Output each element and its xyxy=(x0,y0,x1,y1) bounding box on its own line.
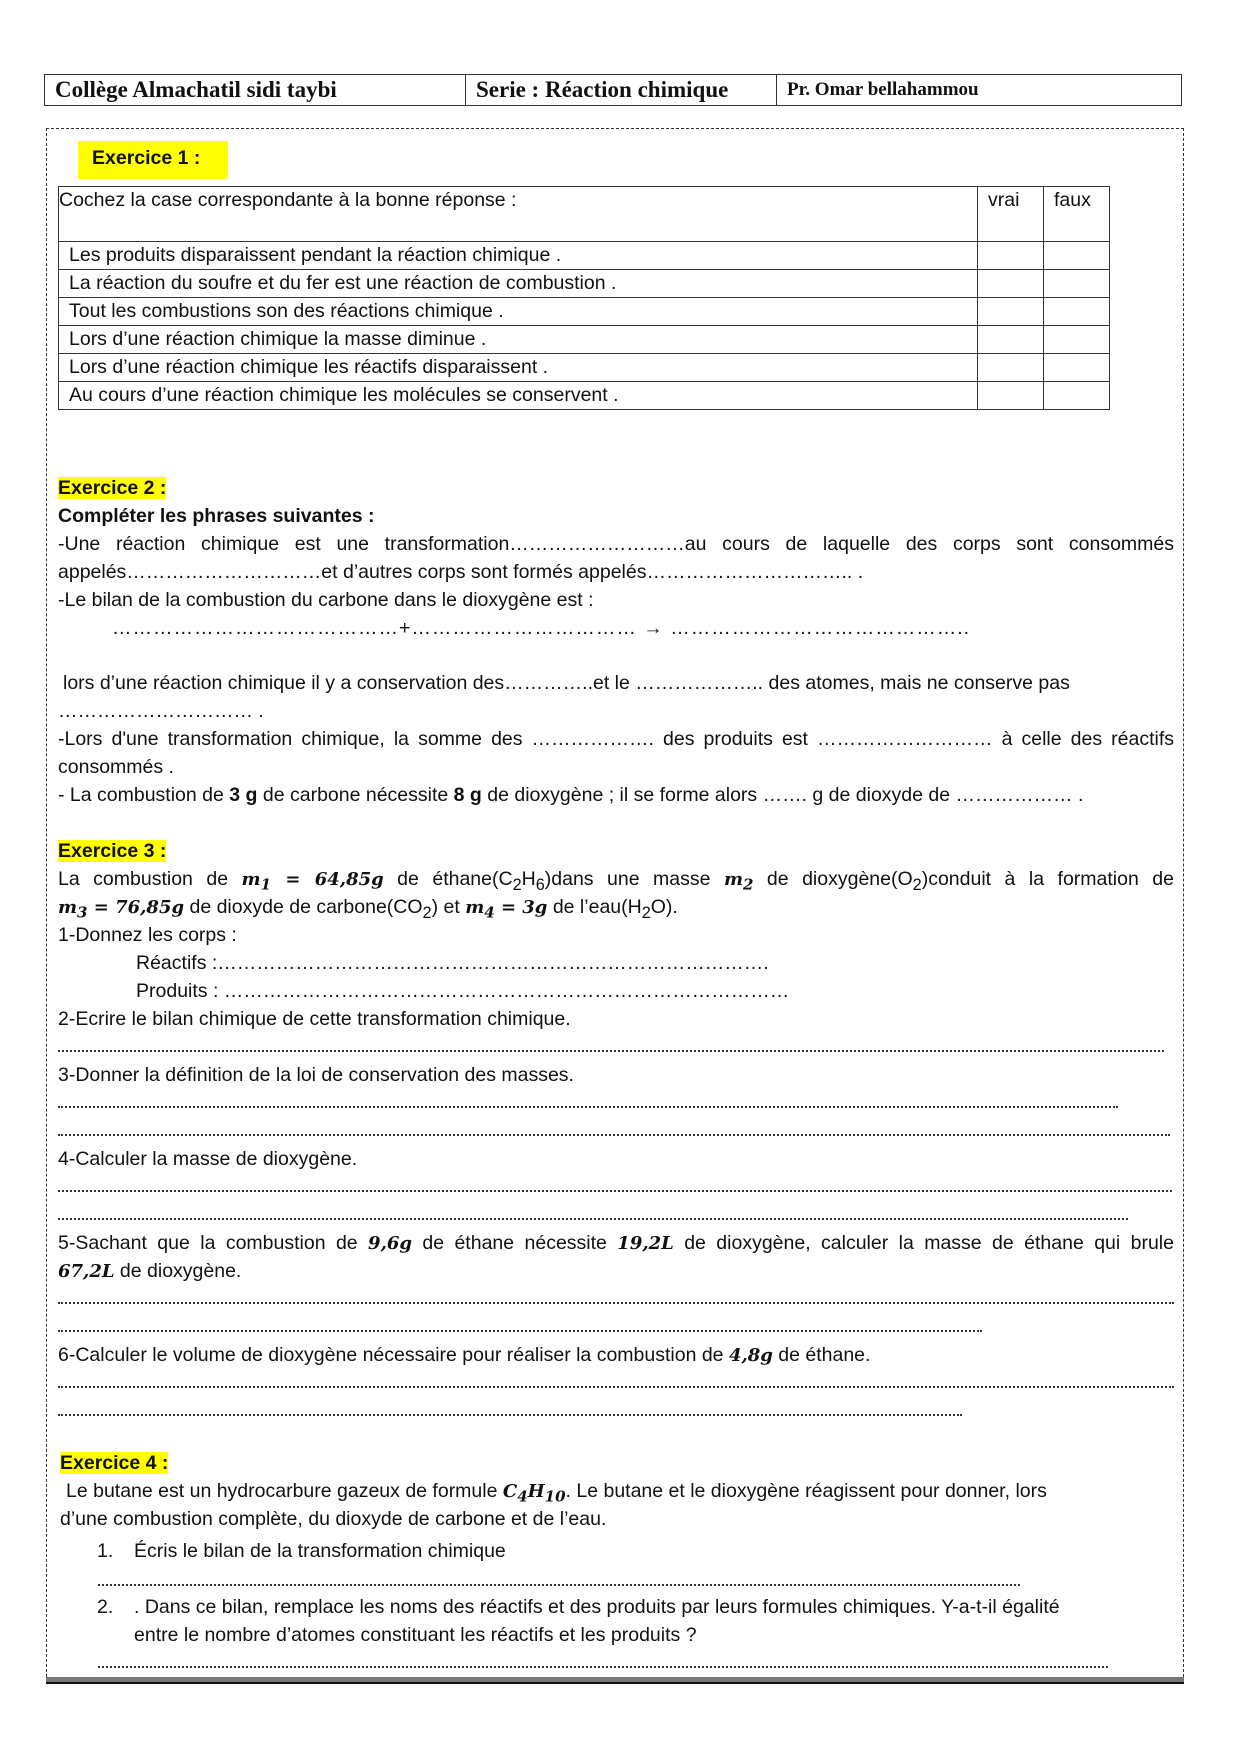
ex4-question-2-cont: entre le nombre d’atomes constituant les réactifs et les produits ? xyxy=(134,1624,697,1646)
question-2: 2-Ecrire le bilan chimique de cette transformation chimique. xyxy=(58,1008,571,1030)
instruction: Cochez la case correspondante à la bonne réponse : xyxy=(59,187,978,242)
table-row xyxy=(59,298,1110,326)
false-checkbox[interactable] xyxy=(1044,298,1110,326)
statement: Lors d’une réaction chimique la masse diminue . xyxy=(59,326,978,354)
text: de éthane(C xyxy=(383,868,513,890)
ex4-intro: d’une combustion complète, du dioxyde de carbone et de l’eau. xyxy=(60,1508,607,1530)
reactifs-blank[interactable]: Réactifs :…………………………………………………………………………. xyxy=(136,952,769,974)
question-5-cont: 67,2L de dioxygène. xyxy=(58,1260,242,1282)
answer-line[interactable] xyxy=(58,1050,1164,1052)
false-checkbox[interactable] xyxy=(1044,326,1110,354)
question-5: 5-Sachant que la combustion de 9,6g de éthane nécessite 19,2L de dioxygène, calculer la masse de éthane qui brule xyxy=(58,1232,1174,1254)
exercise-3-title-line xyxy=(58,837,1174,865)
exercise-2-title-line xyxy=(58,474,1174,502)
exercise-4-title: Exercice 4 : xyxy=(60,1452,169,1474)
ex2-line: lors d’une réaction chimique il y a conservation des…………..et le ……………….. des atomes, mais ne conserve pas xyxy=(63,672,1070,694)
value: 8 g xyxy=(453,784,482,806)
answer-line[interactable] xyxy=(58,1302,1174,1304)
answer-line[interactable] xyxy=(58,1190,1172,1192)
statement: Tout les combustions son des réactions chimique . xyxy=(59,298,978,326)
false-checkbox[interactable] xyxy=(1044,270,1110,298)
true-checkbox[interactable] xyxy=(978,354,1044,382)
ex2-line: -Lors d'une transformation chimique, la somme des ………………. des produits est ……………………… à celle des réactifs xyxy=(58,728,1174,750)
value: 3 g xyxy=(229,784,258,806)
bottom-rule xyxy=(46,1677,1184,1684)
col-false: faux xyxy=(1044,187,1110,242)
text: de dioxygène ; il se forme alors ……. g de dioxyde de ……………… . xyxy=(481,784,1084,806)
ex3-intro: La combustion de $m_1 = 64,85g$ de $éthane(C_2H_6)dans$ une masse $m_2$ de $dioxygène(O_2)conduit$ à la formation de xyxy=(58,868,1174,894)
formula: $m_1 = 64,85g$ xyxy=(241,869,384,894)
true-checkbox[interactable] xyxy=(978,326,1044,354)
answer-line[interactable] xyxy=(58,1386,1174,1388)
table-row xyxy=(59,270,1110,298)
true-checkbox[interactable] xyxy=(978,382,1044,410)
ex2-line: ………………………… . xyxy=(58,700,264,722)
table-row xyxy=(59,354,1110,382)
question-3: 3-Donner la définition de la loi de conservation des masses. xyxy=(58,1064,574,1086)
ex4-question-1: Écris le bilan de la transformation chimique xyxy=(134,1540,506,1562)
school-name: Collège Almachatil sidi taybi xyxy=(45,75,466,105)
ex2-line: appelés…………………………et d’autres corps sont formés appelés………………………….. . xyxy=(58,561,864,583)
table-row xyxy=(59,326,1110,354)
false-checkbox[interactable] xyxy=(1044,242,1110,270)
text: La combustion de xyxy=(58,868,242,890)
question-4: 4-Calculer la masse de dioxygène. xyxy=(58,1148,358,1170)
table-row xyxy=(59,382,1110,410)
ex4-q2-number: 2. xyxy=(97,1596,114,1618)
ex4-question-2: . Dans ce bilan, remplace les noms des réactifs et des produits par leurs formules chimiques. Y-a-t-il égalité xyxy=(134,1596,1060,1618)
text: - La combustion de xyxy=(58,784,230,806)
statement: La réaction du soufre et du fer est une réaction de combustion . xyxy=(59,270,978,298)
ex4-intro: Le butane est un hydrocarbure gazeux de formule $C_4H_{10}$. Le butane et le dioxygène réagissent pour donner, lors xyxy=(66,1480,1047,1506)
table-row xyxy=(59,242,1110,270)
answer-line[interactable] xyxy=(58,1414,962,1416)
answer-line[interactable] xyxy=(58,1218,1128,1220)
false-checkbox[interactable] xyxy=(1044,354,1110,382)
exercise-3-title: Exercice 3 : xyxy=(58,840,167,862)
ex2-line xyxy=(58,781,1174,809)
produits-blank[interactable]: Produits : …………………………………………………………………………… xyxy=(136,980,790,1002)
true-checkbox[interactable] xyxy=(978,298,1044,326)
ex4-q1-number: 1. xyxy=(97,1540,114,1562)
statement: Lors d’une réaction chimique les réactifs disparaissent . xyxy=(59,354,978,382)
answer-line[interactable] xyxy=(58,1134,1170,1136)
question-1: 1-Donnez les corps : xyxy=(58,924,237,946)
ex2-line: consommés . xyxy=(58,756,174,778)
ex2-line: -Le bilan de la combustion du carbone dans le dioxygène est : xyxy=(58,589,594,611)
series-title: Serie : Réaction chimique xyxy=(466,75,777,105)
text: de carbone nécessite xyxy=(257,784,454,806)
header-table xyxy=(44,74,1182,106)
answer-line[interactable] xyxy=(98,1666,1108,1668)
ex2-equation-blank: ……………………………………+…………………………… → …………………………………….. xyxy=(112,617,971,639)
col-true: vrai xyxy=(978,187,1044,242)
exercise-1-title: Exercice 1 : xyxy=(78,141,228,179)
answer-line[interactable] xyxy=(58,1106,1118,1108)
answer-line[interactable] xyxy=(98,1584,1020,1586)
statement: Les produits disparaissent pendant la réaction chimique . xyxy=(59,242,978,270)
teacher-name: Pr. Omar bellahammou xyxy=(787,79,979,100)
true-false-table xyxy=(58,186,1110,410)
true-checkbox[interactable] xyxy=(978,270,1044,298)
true-checkbox[interactable] xyxy=(978,242,1044,270)
ex2-line: -Une réaction chimique est une transformation………………………au cours de laquelle des corps sont consommés xyxy=(58,533,1174,555)
answer-line[interactable] xyxy=(58,1330,982,1332)
exercise-4-title-line xyxy=(60,1449,1176,1477)
ex3-intro: $m_3 = 76,85g$ de dioxyde de $carbone(CO_2)$ et $m_4 = 3g$ de $l’eau(H_2O)$. xyxy=(58,896,678,922)
statement: Au cours d’une réaction chimique les molécules se conservent . xyxy=(59,382,978,410)
question-6: 6-Calculer le volume de dioxygène nécessaire pour réaliser la combustion de 4,8g de éthane. xyxy=(58,1344,871,1366)
exercise-2-title: Exercice 2 : xyxy=(58,477,167,499)
false-checkbox[interactable] xyxy=(1044,382,1110,410)
ex2-subtitle: Compléter les phrases suivantes : xyxy=(58,505,375,527)
